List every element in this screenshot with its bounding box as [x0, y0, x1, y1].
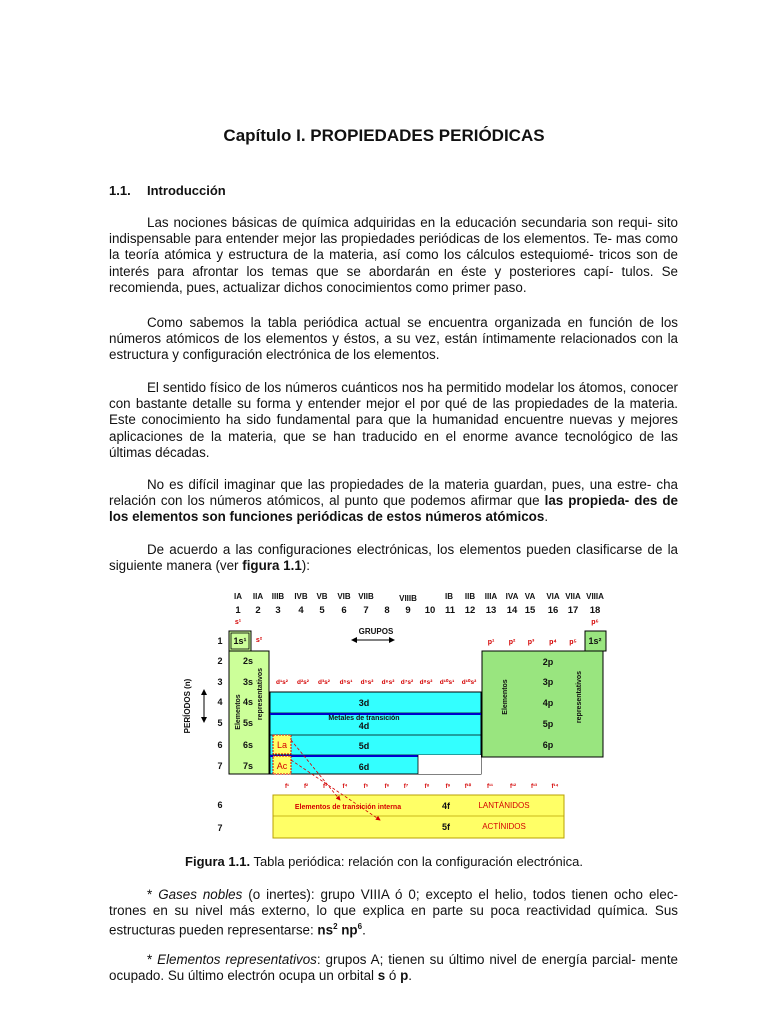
formula-sup-2: 6 [357, 922, 363, 932]
ac-label: Ac [276, 761, 288, 771]
he-label: 1s² [588, 636, 602, 646]
periodos-label: PERÍODOS (n) [183, 678, 192, 734]
bullet-star: * [147, 887, 159, 902]
d-label-6d: 6d [358, 762, 370, 772]
d-config: d¹s² [276, 679, 288, 686]
paragraph-1-text: Las nociones básicas de química adquiridas en la educación secundaria son requi- sito indispensable para entender mejor las propiedades periódicas de los elementos. Te- mas como la teoría atómica y estructura de la materia, así como los cálculos estequiomé- tricos son de interés para afrontar los temas que se abordarán en éste y posteriores capí- tulos. Se recomienda, pues, actualizar dichos conocimientos como primer paso. [109, 215, 678, 295]
p-config: p³ [527, 639, 535, 646]
p-config: p⁴ [549, 639, 557, 646]
period-number-6: 6 [217, 740, 223, 750]
bullet-star: * [147, 952, 158, 967]
period-number-5: 5 [217, 718, 223, 728]
period-number-1: 1 [217, 636, 223, 646]
group-number: 3 [275, 605, 281, 616]
paragraph-7-mid: ó [385, 968, 401, 984]
group-number: 7 [363, 605, 369, 616]
la-label: La [276, 740, 288, 750]
f-period-6: 6 [217, 800, 223, 810]
formula-np: np [337, 922, 358, 938]
group-label-IA: IA [234, 592, 242, 601]
group-number: 15 [524, 605, 536, 616]
group-number: 4 [298, 605, 304, 616]
paragraph-4-bold: las propieda- des de los elementos son funciones periódicas de estos números atómicos [109, 493, 678, 525]
paragraph-5-end: ): [301, 558, 310, 574]
group-number: 16 [547, 605, 559, 616]
f-config: f² [304, 784, 308, 790]
s-label-6s: 6s [242, 740, 254, 750]
f-config: f¹⁰ [464, 784, 472, 790]
group-label-VIA: VIA [546, 592, 560, 601]
d-config: d⁸s² [419, 679, 433, 686]
group-label-VIIA: VIIA [565, 592, 581, 601]
representativos-left-label: representativos [257, 667, 264, 721]
group-number: 11 [444, 605, 456, 616]
group-label-VIIIA: VIIIA [586, 592, 604, 601]
actinidos-label: ACTÍNIDOS [482, 822, 526, 831]
f-config: f¹³ [531, 784, 537, 790]
f-config: f¹¹ [487, 784, 493, 790]
period-number-3: 3 [217, 677, 223, 687]
p-label-3p: 3p [542, 677, 554, 687]
paragraph-3-text: El sentido físico de los números cuánticos nos ha permitido modelar los átomos, conocer con bastante detalle su forma y entender mejor el por qué de las propiedades de la materia. Este conocimiento ha sido fundamental para que la humanidad encuentre nuevas y mejores aplicaciones de la materia, que se han traducido en el enorme avance tecnológico de las últimas décadas. [109, 380, 678, 460]
s-block-config-top: s¹ [234, 619, 242, 626]
d-config: d¹⁰s¹ [439, 679, 455, 686]
f-config: f¹ [285, 784, 289, 790]
gases-nobles-term: Gases nobles [158, 887, 243, 902]
paragraph-7-end: . [408, 968, 412, 984]
d-label-3d: 3d [358, 698, 370, 708]
group-label-IIIB: IIIB [271, 592, 285, 601]
group-number: 10 [424, 605, 436, 616]
metales-label: Metales de transición [328, 715, 400, 722]
group-number: 9 [405, 605, 411, 616]
lantanidos-label: LANTÁNIDOS [478, 801, 530, 810]
group-label-IIA: IIA [252, 592, 264, 601]
paragraph-6 [109, 887, 678, 939]
group-number: 18 [589, 605, 601, 616]
orbital-p: p [400, 968, 409, 984]
d-config: d⁵s² [360, 679, 374, 686]
f-config: f⁹ [445, 784, 451, 790]
paragraph-7-text: : grupos A; tienen su último nivel de energía parcial- mente ocupado. Su último electrón ocupa un orbital [109, 952, 678, 984]
s-label-4s: 4s [242, 697, 254, 707]
s-label-2s: 2s [242, 656, 254, 666]
f-config: f³ [323, 784, 327, 790]
group-label-VIB: VIB [337, 592, 351, 601]
paragraph-6-end: . [362, 922, 366, 938]
f-config: f⁵ [363, 784, 369, 790]
representativos-term: Elementos representativos [157, 952, 317, 967]
group-number: 17 [567, 605, 579, 616]
group-number: 8 [384, 605, 390, 616]
p-block-config-top: p⁶ [591, 619, 599, 626]
group-label-VIIB: VIIB [358, 592, 374, 601]
group-number: 1 [235, 605, 241, 616]
d-config: d⁶s² [381, 679, 395, 686]
s-label-5s: 5s [242, 718, 254, 728]
p-label-4p: 4p [542, 698, 554, 708]
d-config: d²s² [297, 679, 309, 686]
d-label-5d: 5d [358, 741, 370, 751]
f-config: f⁸ [424, 784, 430, 790]
d-label-4d: 4d [358, 721, 370, 731]
s-block-config-row1: s² [255, 637, 263, 644]
d-config: d¹⁰s² [461, 679, 477, 686]
p-label-2p: 2p [542, 657, 554, 667]
p-label-5p: 5p [542, 719, 554, 729]
f-period-7: 7 [217, 823, 223, 833]
group-label-IVA: IVA [505, 592, 519, 601]
d-config: d⁷s² [400, 679, 414, 686]
f-config: f¹² [510, 784, 516, 790]
d-config: d⁵s¹ [339, 679, 353, 686]
f-config: f⁷ [403, 784, 409, 790]
paragraph-2-text: Como sabemos la tabla periódica actual se encuentra organizada en función de los números atómicos de los elementos y éstos, a su vez, están íntimamente relacionados con la estructura y configuración electrónica de los elementos. [109, 315, 678, 363]
group-number: 13 [485, 605, 497, 616]
paragraph-6-text: (o inertes): grupo VIIIA ó 0; excepto el helio, todos tienen ocho elec- trones en su nivel más externo, lo que explica en parte su poca reactividad química. Sus estructuras pueden representarse: [109, 887, 678, 938]
caption-label: Figura 1.1. [185, 854, 251, 869]
page-title: Capítulo I. PROPIEDADES PERIÓDICAS [223, 126, 545, 145]
p-config: p⁵ [569, 639, 577, 646]
period-number-7: 7 [217, 761, 223, 771]
transicion-interna-label: Elementos de transición interna [294, 804, 402, 811]
grupos-label: GRUPOS [358, 627, 394, 636]
paragraph-4-end: . [544, 509, 549, 525]
group-number: 2 [255, 605, 261, 616]
s-label-3s: 3s [242, 677, 254, 687]
f-config: f⁴ [342, 784, 348, 790]
d-config: d³s² [318, 679, 330, 686]
orbital-s: s [377, 968, 386, 984]
p-label-6p: 6p [542, 740, 554, 750]
group-label-VIIIB: VIIIB [399, 594, 417, 603]
group-label-IIIA: IIIA [484, 592, 498, 601]
f-config: f⁶ [384, 784, 390, 790]
period-number-4: 4 [217, 697, 223, 707]
group-number: 14 [506, 605, 518, 616]
paragraph-7 [109, 952, 678, 984]
group-label-VB: VB [316, 592, 328, 601]
f-label-4f: 4f [441, 801, 451, 811]
paragraph-5-text: De acuerdo a las configuraciones electrónicas, los elementos pueden clasificarse de la siguiente manera (ver [109, 542, 678, 574]
group-label-IIB: IIB [464, 592, 476, 601]
section-number: 1.1. [109, 183, 131, 198]
figure-caption [0, 854, 768, 869]
caption-text: Tabla periódica: relación con la configuración electrónica. [250, 854, 583, 869]
group-label-IB: IB [445, 592, 453, 601]
elementos-right-label: Elementos [502, 679, 509, 715]
paragraph-5-figref: figura 1.1 [242, 558, 302, 574]
representativos-right-label: representativos [576, 670, 583, 724]
group-label-VA: VA [524, 592, 536, 601]
s-label-7s: 7s [242, 761, 254, 771]
group-number: 6 [341, 605, 347, 616]
formula-sup-1: 2 [333, 922, 338, 932]
s-label-1s1: 1s¹ [233, 636, 247, 646]
group-number: 12 [464, 605, 476, 616]
p-config: p² [508, 639, 516, 646]
group-number: 5 [319, 605, 325, 616]
period-number-2: 2 [217, 656, 223, 666]
section-title: Introducción [147, 183, 226, 198]
p-config: p¹ [487, 639, 495, 646]
f-config: f¹⁴ [551, 784, 559, 790]
group-label-IVB: IVB [294, 592, 308, 601]
f-label-5f: 5f [441, 822, 451, 832]
formula-ns: ns [317, 922, 334, 938]
paragraph-4-text: No es difícil imaginar que las propiedades de la materia guardan, pues, una estre- cha relación con los números atómicos, al punto que podemos afirmar que [109, 477, 678, 509]
elementos-left-label: Elementos [235, 694, 242, 730]
